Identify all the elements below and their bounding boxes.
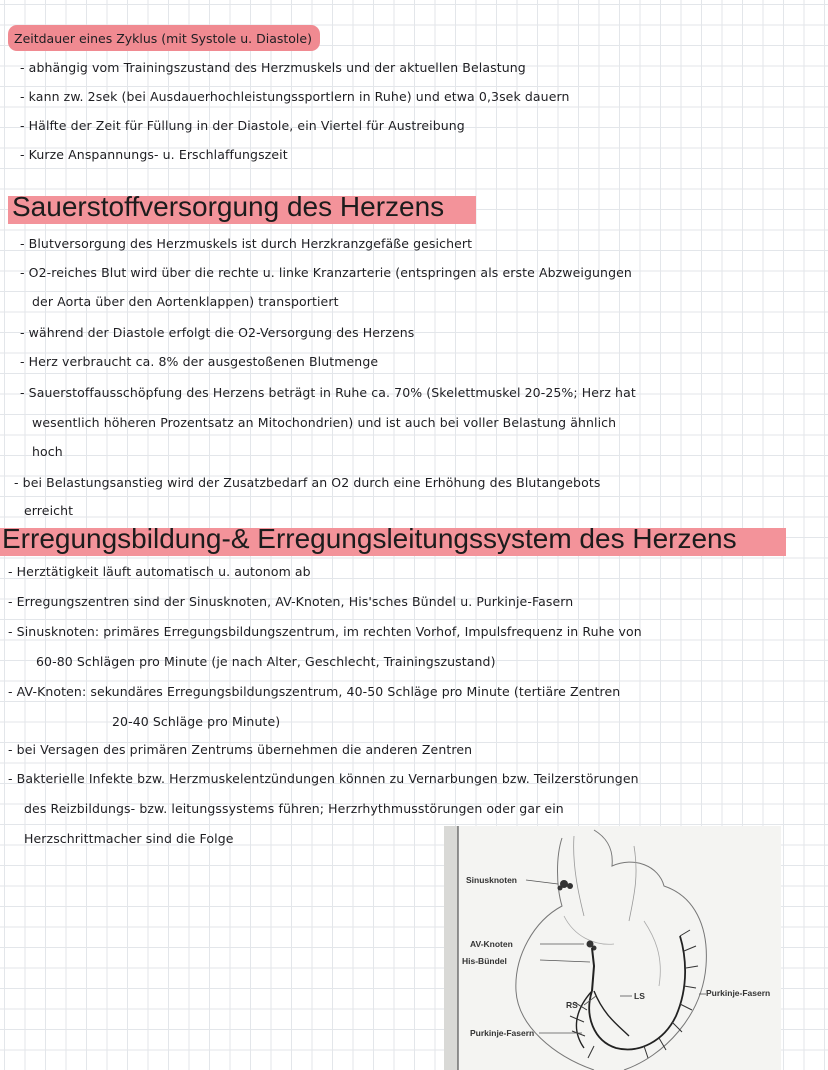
conduction-line: - bei Versagen des primären Zentrums übernehmen die anderen Zentren bbox=[8, 742, 473, 757]
oxygen-line: wesentlich höheren Prozentsatz an Mitochondrien) und ist auch bei voller Belastung ähnlich bbox=[32, 415, 617, 430]
heart-conduction-diagram bbox=[444, 826, 781, 1070]
oxygen-line: - O2-reiches Blut wird über die rechte u. linke Kranzarterie (entspringen als erste Abzweigungen bbox=[20, 265, 632, 280]
cycle-title: Zeitdauer eines Zyklus (mit Systole u. Diastole) bbox=[14, 31, 312, 46]
oxygen-line: der Aorta über den Aortenklappen) transportiert bbox=[32, 294, 339, 309]
conduction-line: Herzschrittmacher sind die Folge bbox=[24, 831, 234, 846]
conduction-line: des Reizbildungs- bzw. leitungssystems führen; Herzrhythmusstörungen oder gar ein bbox=[24, 801, 564, 816]
cycle-bullet: - Hälfte der Zeit für Füllung in der Diastole, ein Viertel für Austreibung bbox=[20, 118, 465, 133]
cycle-bullet: - abhängig vom Trainingszustand des Herzmuskels und der aktuellen Belastung bbox=[20, 60, 526, 75]
label-sinusknoten: Sinusknoten bbox=[466, 875, 518, 885]
conduction-line: - AV-Knoten: sekundäres Erregungsbildungszentrum, 40-50 Schläge pro Minute (tertiäre Zentren bbox=[8, 684, 621, 699]
oxygen-line: - Blutversorgung des Herzmuskels ist durch Herzkranzgefäße gesichert bbox=[20, 236, 473, 251]
label-purkinje-left: Purkinje-Fasern bbox=[470, 1028, 535, 1038]
oxygen-line: - Herz verbraucht ca. 8% der ausgestoßenen Blutmenge bbox=[20, 354, 379, 369]
conduction-line: - Sinusknoten: primäres Erregungsbildungszentrum, im rechten Vorhof, Impulsfrequenz in Ruhe von bbox=[8, 624, 642, 639]
oxygen-line: hoch bbox=[32, 444, 63, 459]
conduction-line: 20-40 Schläge pro Minute) bbox=[112, 714, 281, 729]
cycle-bullet: - Kurze Anspannungs- u. Erschlaffungszeit bbox=[20, 147, 288, 162]
conduction-line: - Erregungszentren sind der Sinusknoten, AV-Knoten, His'sches Bündel u. Purkinje-Fasern bbox=[8, 594, 574, 609]
label-ls: LS bbox=[634, 991, 645, 1001]
conduction-line: 60-80 Schlägen pro Minute (je nach Alter, Geschlecht, Trainingszustand) bbox=[36, 654, 496, 669]
label-rs: RS bbox=[566, 1000, 578, 1010]
oxygen-line: erreicht bbox=[24, 503, 74, 518]
oxygen-line: - während der Diastole erfolgt die O2-Versorgung des Herzens bbox=[20, 325, 415, 340]
conduction-heading: Erregungsbildung-& Erregungsleitungssystem des Herzens bbox=[2, 523, 737, 554]
oxygen-line: - Sauerstoffausschöpfung des Herzens beträgt in Ruhe ca. 70% (Skelettmuskel 20-25%; Herz hat bbox=[20, 385, 636, 400]
label-av-knoten: AV-Knoten bbox=[470, 939, 513, 949]
conduction-line: - Bakterielle Infekte bzw. Herzmuskelentzündungen können zu Vernarbungen bzw. Teilzerstörungen bbox=[8, 771, 639, 786]
cycle-bullet: - kann zw. 2sek (bei Ausdauerhochleistungssportlern in Ruhe) und etwa 0,3sek dauern bbox=[20, 89, 570, 104]
label-his-buendel: His-Bündel bbox=[462, 956, 507, 966]
label-purkinje-right: Purkinje-Fasern bbox=[706, 988, 771, 998]
oxygen-heading: Sauerstoffversorgung des Herzens bbox=[12, 191, 445, 222]
conduction-line: - Herztätigkeit läuft automatisch u. autonom ab bbox=[8, 564, 311, 579]
cycle-title-highlight bbox=[8, 25, 320, 51]
oxygen-line: - bei Belastungsanstieg wird der Zusatzbedarf an O2 durch eine Erhöhung des Blutangebots bbox=[14, 475, 601, 490]
